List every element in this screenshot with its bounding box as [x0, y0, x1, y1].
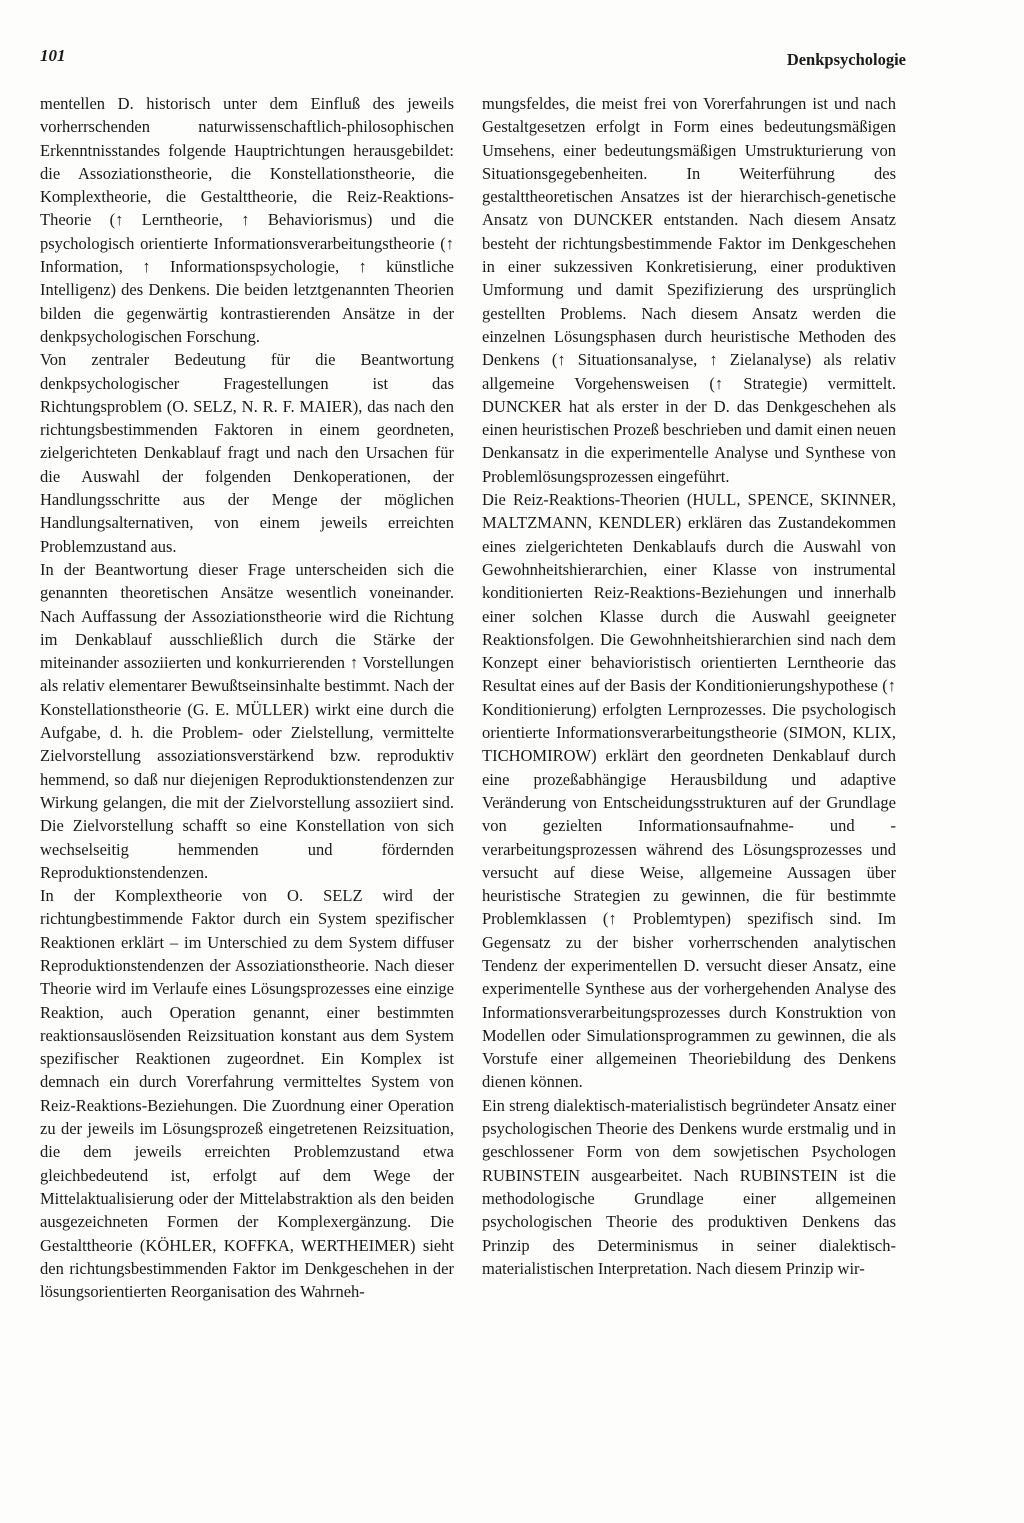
running-head: Denkpsychologie: [786, 50, 906, 69]
paragraph: mungsfeldes, die meist frei von Vorerfahrungen ist und nach Gestaltgesetzen erfolgt in Form eines bedeutungsmäßigen Umsehens, einer bedeutungsmäßigen Umstrukturierung von Situationsgegebenheiten. In Weiterführung des gestalttheoretischen Ansatzes ist der hierarchisch-genetische Ansatz von DUNCKER entstanden. Nach diesem Ansatz besteht der richtungsbestimmende Faktor im Denkgeschehen in einer sukzessiven Konkretisierung, einer produktiven Umformung und damit Spezifizierung des ursprünglich gestellten Problems. Nach diesem Ansatz werden die einzelnen Lösungsphasen durch heuristische Methoden des Denkens (↑ Situationsanalyse, ↑ Zielanalyse) als relativ allgemeine Vorgehensweisen (↑ Strategie) vermittelt. DUNCKER hat als erster in der D. das Denkgeschehen als einen heuristischen Prozeß beschrieben und damit einen neuen Denkansatz in die experimentelle Analyse und Synthese von Problemlösungsprozessen eingeführt.: [482, 94, 896, 486]
right-column: [482, 92, 896, 1280]
paragraph: In der Beantwortung dieser Frage unterscheiden sich die genannten theoretischen Ansätze wesentlich voneinander. Nach Auffassung der Assoziationstheorie wird die Richtung im Denkablauf ausschließlich durch die Stärke der miteinander assoziierten und konkurrierenden ↑ Vorstellungen als relativ elementarer Bewußtseinsinhalte bestimmt. Nach der Konstellationstheorie (G. E. MÜLLER) wirkt eine durch die Aufgabe, d. h. die Problem- oder Zielstellung, vermittelte Zielvorstellung assoziationsverstärkend bzw. reproduktiv hemmend, so daß nur diejenigen Reproduktionstendenzen zur Wirkung gelangen, die mit der Zielvorstellung assoziiert sind. Die Zielvorstellung schafft so eine Konstellation von sich wechselseitig hemmenden und fördernden Reproduktionstendenzen.: [40, 559, 454, 882]
page-number: 101: [40, 46, 66, 65]
paragraph: In der Komplextheorie von O. SELZ wird der richtungbestimmende Faktor durch ein System spezifischer Reaktionen erklärt – im Unterschied zu dem System diffuser Reproduktionstendenzen der Assoziationstheorie. Nach dieser Theorie wird im Verlaufe eines Lösungsprozesses eine einzige Reaktion, auch Operation genannt, einer bestimmten reaktionsauslösenden Reizsituation konstant aus dem System spezifischer Reaktionen zugeordnet. Ein Komplex ist demnach ein durch Vorerfahrung vermitteltes System von Reiz-Reaktions-Beziehungen. Die Zuordnung einer Operation zu der jeweils im Lösungsprozeß eingetretenen Reizsituation, die dem jeweils erreichten Problemzustand etwa gleichbedeutend ist, erfolgt auf dem Wege der Mittelaktualisierung oder der Mittelabstraktion als den beiden ausgezeichneten Formen der Komplexergänzung. Die Gestalttheorie (KÖHLER, KOFFKA, WERTHEIMER) sieht den richtungsbestimmenden Faktor im Denkgeschehen in der lösungsorientierten Reorganisation des Wahrneh-: [40, 886, 454, 1302]
paragraph: Von zentraler Bedeutung für die Beantwortung denkpsychologischer Fragestellungen ist das Richtungsproblem (O. SELZ, N. R. F. MAIER), das nach den richtungsbestimmenden Faktoren in einem geordneten, zielgerichteten Denkablauf fragt und nach den Ursachen für die Auswahl der folgenden Denkoperationen, der Handlungsschritte aus der Menge der möglichen Handlungsalternativen, von einem jeweils erreichten Problemzustand aus.: [40, 350, 454, 556]
paragraph: mentellen D. historisch unter dem Einfluß des jeweils vorherrschenden naturwissenschaftlich-philosophischen Erkenntnisstandes folgende Hauptrichtungen herausgebildet: die Assoziationstheorie, die Konstellationstheorie, die Komplextheorie, die Gestalttheorie, die Reiz-Reaktions-Theorie (↑ Lerntheorie, ↑ Behaviorismus) und die psychologisch orientierte Informationsverarbeitungstheorie (↑ Information, ↑ Informationspsychologie, ↑ künstliche Intelligenz) des Denkens. Die beiden letztgenannten Theorien bilden die gegenwärtig kontrastierenden Ansätze in der denkpsychologischen Forschung.: [40, 94, 454, 346]
paragraph: Die Reiz-Reaktions-Theorien (HULL, SPENCE, SKINNER, MALTZMANN, KENDLER) erklären das Zustandekommen eines zielgerichteten Denkablaufs durch die Auswahl von Gewohnheitshierarchien, einer Klasse von instrumental konditionierten Reiz-Reaktions-Beziehungen und innerhalb einer solchen Klasse durch die Auswahl geeigneter Reaktionsfolgen. Die Gewohnheitshierarchien sind nach dem Konzept einer behavioristisch orientierten Lerntheorie das Resultat eines auf der Basis der Konditionierungshypothese (↑ Konditionierung) erfolgten Lernprozesses. Die psychologisch orientierte Informationsverarbeitungstheorie (SIMON, KLIX, TICHOMIROW) erklärt den geordneten Denkablauf durch eine prozeßabhängige Herausbildung und adaptive Veränderung von Entscheidungsstrukturen auf der Grundlage von gezielten Informationsaufnahme- und -verarbeitungsprozessen während des Lösungsprozesses und versucht auf diese Weise, allgemeine Aussagen über heuristische Strategien zu gewinnen, die für bestimmte Problemklassen (↑ Problemtypen) spezifisch sind. Im Gegensatz zu der bisher vorherrschenden analytischen Tendenz der experimentellen D. versucht dieser Ansatz, eine experimentelle Synthese aus der vorhergehenden Analyse des Informationsverarbeitungsprozesses durch Konstruktion von Modellen oder Simulationsprogrammen zu gewinnen, die als Vorstufe einer allgemeinen Theoriebildung des Denkens dienen können.: [482, 490, 896, 1092]
left-column: [40, 92, 454, 1303]
paragraph: Ein streng dialektisch-materialistisch begründeter Ansatz einer psychologischen Theorie des Denkens wurde erstmalig und in geschlossener Form von dem sowjetischen Psychologen RUBINSTEIN ausgearbeitet. Nach RUBINSTEIN ist die methodologische Grundlage einer allgemeinen psychologischen Theorie des produktiven Denkens das Prinzip des Determinismus in seiner dialektisch-materialistischen Interpretation. Nach diesem Prinzip wir-: [482, 1095, 896, 1278]
